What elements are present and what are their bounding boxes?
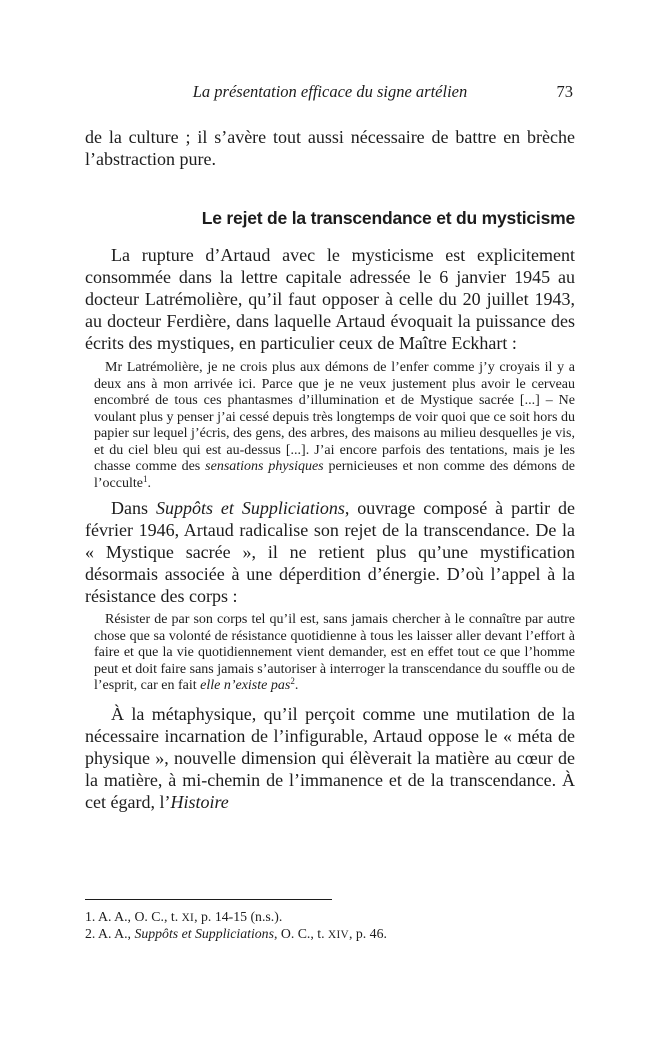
footnote-separator-rule: [85, 899, 332, 900]
quote-italic-segment: sensations physiques: [205, 459, 324, 474]
footnote-reference-1: 1: [142, 473, 148, 484]
quote-text-segment: .: [147, 475, 151, 491]
paragraph-text-segment: À la métaphysique, qu’il perçoit comme une mutilation de la nécessaire incarnation de l’infigurable, Artaud oppose le « méta de physique », nouvelle dimension qui élèverait la matière au cœur de la matière, à mi-chemin de l’immanence et de la transcendance. À cet égard, l’: [85, 703, 575, 812]
paragraph-culture: de la culture ; il s’avère tout aussi nécessaire de battre en brèche l’abstraction pure.: [85, 127, 575, 169]
footnote-text-segment: , p. 14-15 (n.s.).: [194, 909, 283, 924]
footnote-2: [85, 926, 575, 943]
footnote-reference-2: 2: [290, 676, 295, 686]
blockquote-latremoliere: [94, 360, 575, 492]
footnote-text-segment: , O. C., t.: [273, 926, 328, 941]
text-block: [85, 82, 575, 813]
quote-text-segment: Résister de par son corps tel qu’il est, sans jamais chercher à le connaître par autre chose que sa volonté de résistance quotidienne à tous les laisser aller devant l’effort à faire et que la vie quotidiennement vient demander, est en effet tout ce que l’homme peut et doit faire sans jamais s’autoriser à interroger la transcendance du souffle ou de l’esprit, car en fait: [94, 612, 576, 693]
page-number: 73: [556, 82, 573, 101]
footnote-1: [85, 909, 575, 926]
paragraph-text-segment: , ouvrage composé à partir de février 1946, Artaud radicalise son rejet de la transcendance. De la « Mystique sacrée », il ne retient plus qu’une mystification désormais associée à une déperdition d’énergie. D’où l’appel à la résistance des corps :: [85, 498, 575, 606]
book-title-italic: Suppôts et Suppliciations: [155, 498, 345, 518]
blockquote-resister: [94, 612, 575, 695]
book-title-italic: Suppôts et Suppliciations: [134, 926, 274, 941]
running-header: [85, 82, 575, 102]
quote-text-segment: .: [294, 678, 299, 693]
footnotes-section: [85, 899, 575, 943]
roman-numeral-smallcaps: XI: [181, 912, 195, 924]
paragraph-rupture: La rupture d’Artaud avec le mysticisme est explicitement consommée dans la lettre capitale adressée le 6 janvier 1945 au docteur Latrémolière, qu’il faut opposer à celle du 20 juillet 1943, au docteur Ferdière, dans laquelle Artaud évoquait la puissance des écrits des mystiques, en particulier ceux de Maître Eckhart :: [85, 245, 575, 353]
paragraph-text-segment: Dans: [111, 498, 156, 518]
roman-numeral-smallcaps: XIV: [328, 929, 349, 941]
footnote-text-segment: , p. 46.: [348, 926, 387, 941]
quote-text-segment: pernicieuses et non comme des démons de l’occulte: [94, 459, 575, 491]
quote-italic-segment: elle n’existe pas: [200, 678, 291, 693]
quote-text-segment: Mr Latrémolière, je ne crois plus aux démons de l’enfer comme j’y croyais il y a deux ans à mon arrivée ici. Parce que je ne veux justement plus avoir le cerveau encombré de tous ces phantasmes d’illumination et de Mystique sacrée [...] – Ne voulant plus y penser j’ai cessé depuis très longtemps de voir quoi que ce soit hors du papier sur lequel j’écris, des gens, des arbres, des maisons au milieu desquelles je vis, et du ciel bleu qui est au-dessus [...]. J’ai encore parfois des tentations, mais je les chasse comme des: [94, 360, 575, 474]
running-header-title: La présentation efficace du signe artélien: [192, 82, 468, 101]
footnote-text-segment: 1. A. A., O. C., t.: [85, 909, 182, 924]
paragraph-suppots: [85, 497, 575, 607]
book-title-italic: Histoire: [170, 791, 229, 812]
section-heading: Le rejet de la transcendance et du mysticisme: [201, 208, 575, 228]
paragraph-metaphysique: [85, 703, 575, 813]
footnote-text-segment: 2. A. A.,: [85, 926, 135, 941]
